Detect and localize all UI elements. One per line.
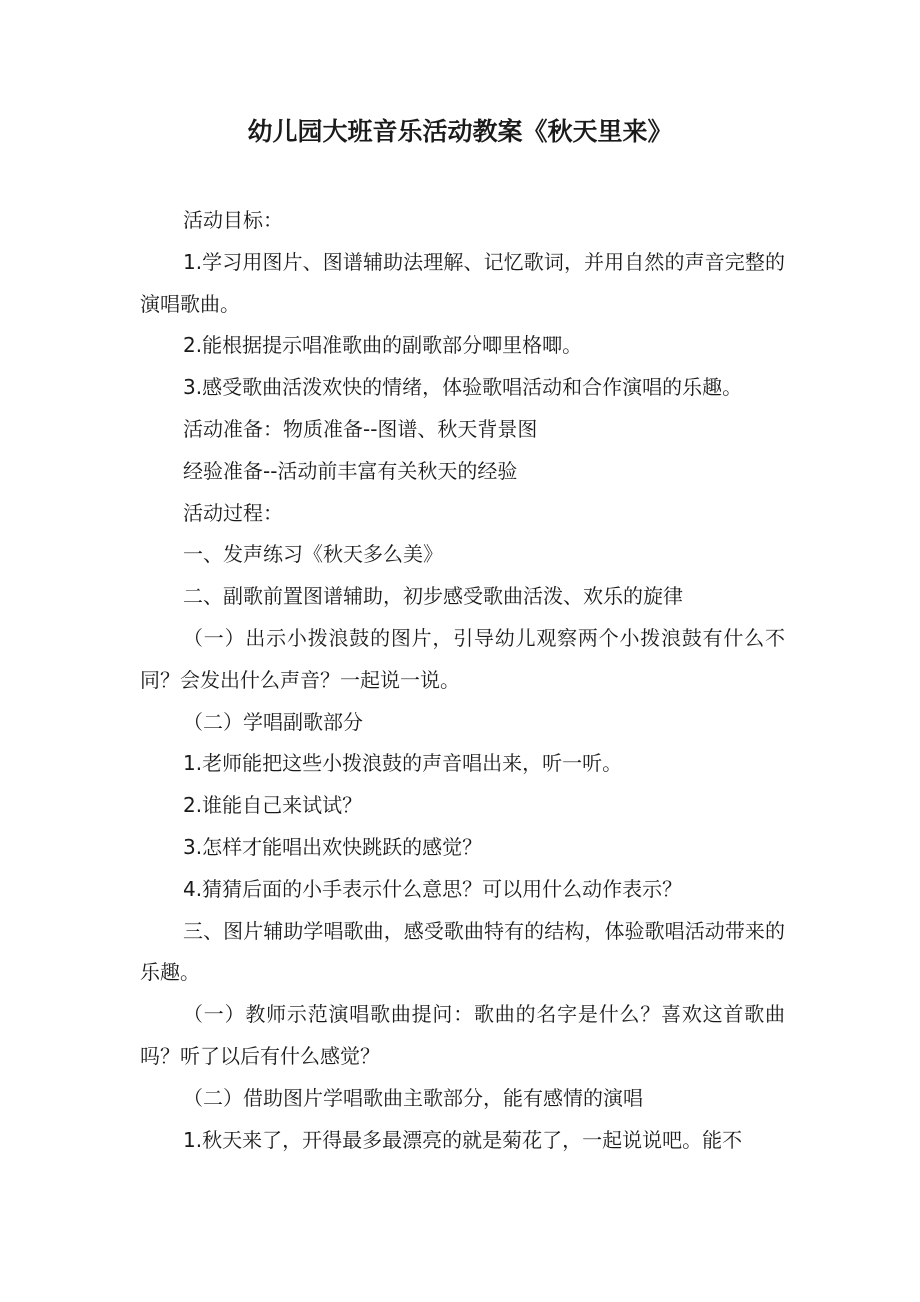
- paragraph: 二、副歌前置图谱辅助，初步感受歌曲活泼、欢乐的旋律: [183, 584, 683, 609]
- paragraph: 一、发声练习《秋天多么美》: [183, 542, 443, 567]
- paragraph: 三、图片辅助学唱歌曲，感受歌曲特有的结构，体验歌唱活动带来的乐趣。: [140, 918, 785, 985]
- paragraph: 经验准备--活动前丰富有关秋天的经验: [183, 458, 518, 483]
- document-body: [140, 200, 785, 1161]
- paragraph: 活动准备：物质准备--图谱、秋天背景图: [183, 416, 538, 441]
- paragraph: 3.怎样才能唱出欢快跳跃的感觉？: [183, 834, 483, 859]
- paragraph: 活动过程：: [183, 500, 283, 525]
- paragraph: 4.猜猜后面的小手表示什么意思？可以用什么动作表示？: [183, 876, 683, 901]
- document-title: 幼儿园大班音乐活动教案《秋天里来》: [247, 117, 673, 146]
- paragraph: 2.谁能自己来试试？: [183, 793, 363, 818]
- paragraph: 3.感受歌曲活泼欢快的情绪，体验歌唱活动和合作演唱的乐趣。: [183, 375, 743, 400]
- paragraph: （二）学唱副歌部分: [183, 709, 363, 734]
- paragraph: （一）出示小拨浪鼓的图片，引导幼儿观察两个小拨浪鼓有什么不同？会发出什么声音？一起说一说。: [140, 625, 785, 692]
- paragraph: （一）教师示范演唱歌曲提问：歌曲的名字是什么？喜欢这首歌曲吗？听了以后有什么感觉？: [140, 1002, 785, 1068]
- paragraph: 1.秋天来了，开得最多最漂亮的就是菊花了，一起说说吧。能不: [183, 1127, 743, 1152]
- paragraph: 1.学习用图片、图谱辅助法理解、记忆歌词，并用自然的声音完整的演唱歌曲。: [140, 249, 785, 316]
- paragraph: 2.能根据提示唱准歌曲的副歌部分唧里格唧。: [183, 333, 583, 358]
- paragraph: 1.老师能把这些小拨浪鼓的声音唱出来，听一听。: [183, 751, 623, 776]
- paragraph: 活动目标：: [183, 208, 283, 232]
- paragraph: （二）借助图片学唱歌曲主歌部分，能有感情的演唱: [183, 1085, 643, 1110]
